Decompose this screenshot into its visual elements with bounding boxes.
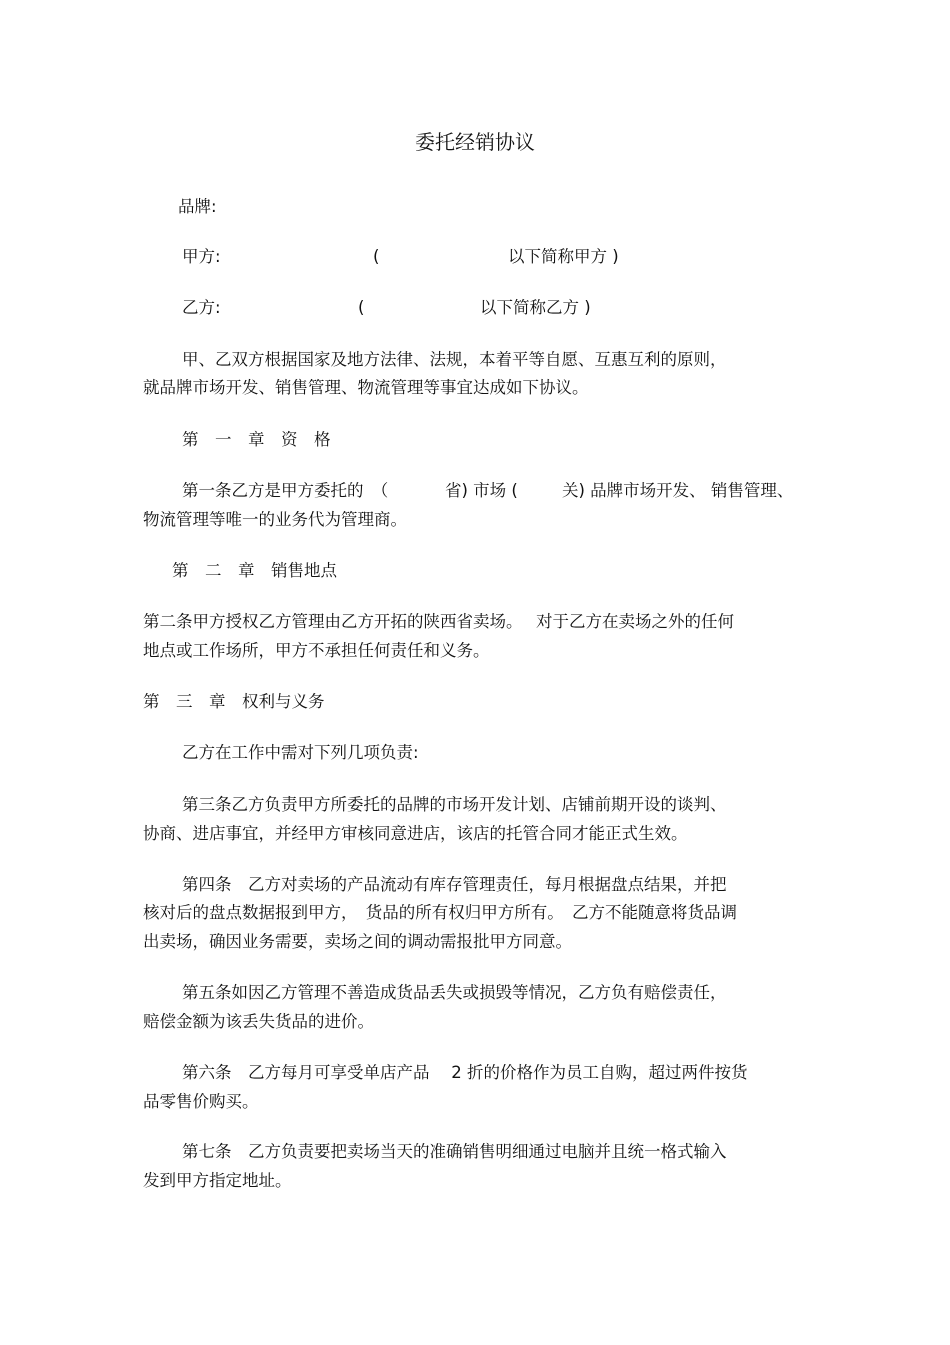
- chapter-3-intro: 乙方在工作中需对下列几项负责:: [182, 743, 419, 762]
- article-1-part-c: 关) 品牌市场开发、 销售管理、: [562, 481, 794, 500]
- article-2-line-2: 地点或工作场所，甲方不承担任何责任和义务。: [143, 641, 490, 660]
- party-a-label: 甲方:: [182, 247, 221, 266]
- preamble-line-2: 就品牌市场开发、销售管理、物流管理等事宜达成如下协议。: [143, 378, 589, 397]
- party-a-open-paren: (: [373, 247, 380, 266]
- document-title: 委托经销协议: [415, 130, 535, 154]
- chapter-2-heading: 第 二 章 销售地点: [172, 561, 337, 580]
- article-3-line-1: 第三条乙方负责甲方所委托的品牌的市场开发计划、店铺前期开设的谈判、: [182, 795, 727, 814]
- party-b-label: 乙方:: [182, 298, 221, 317]
- preamble-line-1: 甲、乙双方根据国家及地方法律、法规，本着平等自愿、互惠互利的原则，: [182, 350, 727, 369]
- brand-line: 品牌:: [178, 197, 217, 216]
- article-5-line-2: 赔偿金额为该丢失货品的进价。: [143, 1012, 374, 1031]
- article-1-line-2: 物流管理等唯一的业务代为管理商。: [143, 510, 407, 529]
- article-1-part-b: 省) 市场 (: [445, 481, 518, 500]
- chapter-3-heading: 第 三 章 权利与义务: [143, 692, 325, 711]
- article-1-part-a: 第一条乙方是甲方委托的 （: [182, 481, 389, 500]
- article-5-line-1: 第五条如因乙方管理不善造成货品丢失或损毁等情况，乙方负有赔偿责任，: [182, 983, 727, 1002]
- party-b-open-paren: (: [358, 298, 365, 317]
- party-b-alias: 以下简称乙方 ): [480, 298, 591, 317]
- article-4-line-1: 第四条 乙方对卖场的产品流动有库存管理责任，每月根据盘点结果，并把: [182, 875, 727, 894]
- chapter-1-heading: 第 一 章 资 格: [182, 430, 331, 449]
- article-7-line-1: 第七条 乙方负责要把卖场当天的准确销售明细通过电脑并且统一格式输入: [182, 1142, 727, 1161]
- article-7-line-2: 发到甲方指定地址。: [143, 1171, 292, 1190]
- article-3-line-2: 协商、进店事宜，并经甲方审核同意进店，该店的托管合同才能正式生效。: [143, 824, 688, 843]
- article-4-line-3: 出卖场，确因业务需要，卖场之间的调动需报批甲方同意。: [143, 932, 572, 951]
- article-2-line-1: 第二条甲方授权乙方管理由乙方开拓的陕西省卖场。 对于乙方在卖场之外的任何: [143, 612, 734, 631]
- article-4-line-2: 核对后的盘点数据报到甲方， 货品的所有权归甲方所有。 乙方不能随意将货品调: [143, 903, 737, 922]
- article-6-line-2: 品零售价购买。: [143, 1092, 259, 1111]
- article-6-line-1: 第六条 乙方每月可享受单店产品 2 折的价格作为员工自购，超过两件按货: [182, 1063, 748, 1082]
- party-a-alias: 以下简称甲方 ): [508, 247, 619, 266]
